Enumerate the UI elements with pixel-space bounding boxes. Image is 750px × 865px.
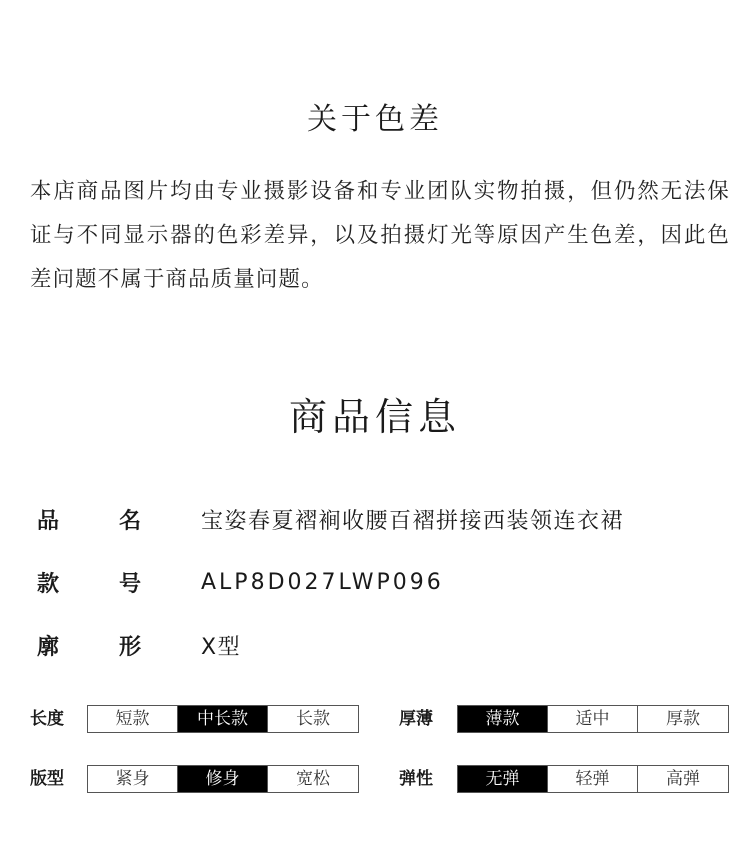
color-difference-title: 关于色差 <box>307 102 443 137</box>
product-name-value: 宝姿春夏褶裥收腰百褶拼接西装领连衣裙 <box>201 508 625 534</box>
thickness-options <box>457 705 729 733</box>
thickness-option: 适中 <box>548 706 638 732</box>
thickness-option-selected: 薄款 <box>458 706 548 732</box>
fit-options <box>87 765 359 793</box>
product-name-label: 品 名 <box>37 508 142 534</box>
product-code-value: ALP8D027LWP096 <box>201 569 444 595</box>
length-option: 长款 <box>268 706 358 732</box>
product-shape-value: X型 <box>201 634 242 660</box>
fit-option: 宽松 <box>268 766 358 792</box>
length-option-selected: 中长款 <box>178 706 268 732</box>
thickness-label: 厚薄 <box>399 709 433 729</box>
fit-option-selected: 修身 <box>178 766 268 792</box>
product-info-title: 商品信息 <box>288 395 461 439</box>
length-option: 短款 <box>88 706 178 732</box>
length-options <box>87 705 359 733</box>
fit-option: 紧身 <box>88 766 178 792</box>
product-name-row <box>37 499 624 539</box>
product-code-row <box>37 562 444 602</box>
product-code-label: 款 号 <box>37 571 142 597</box>
fit-label: 版型 <box>30 769 64 789</box>
color-difference-text: 本店商品图片均由专业摄影设备和专业团队实物拍摄，但仍然无法保证与不同显示器的色彩差异，以及拍摄灯光等原因产生色差，因此色差问题不属于商品质量问题。 <box>30 179 730 292</box>
elasticity-options <box>457 765 729 793</box>
thickness-option: 厚款 <box>638 706 728 732</box>
elasticity-label: 弹性 <box>399 769 433 789</box>
product-shape-row <box>37 625 241 665</box>
length-label: 长度 <box>30 709 64 729</box>
elasticity-option: 轻弹 <box>548 766 638 792</box>
elasticity-option: 高弹 <box>638 766 728 792</box>
product-shape-label: 廓 形 <box>37 634 142 660</box>
elasticity-option-selected: 无弹 <box>458 766 548 792</box>
